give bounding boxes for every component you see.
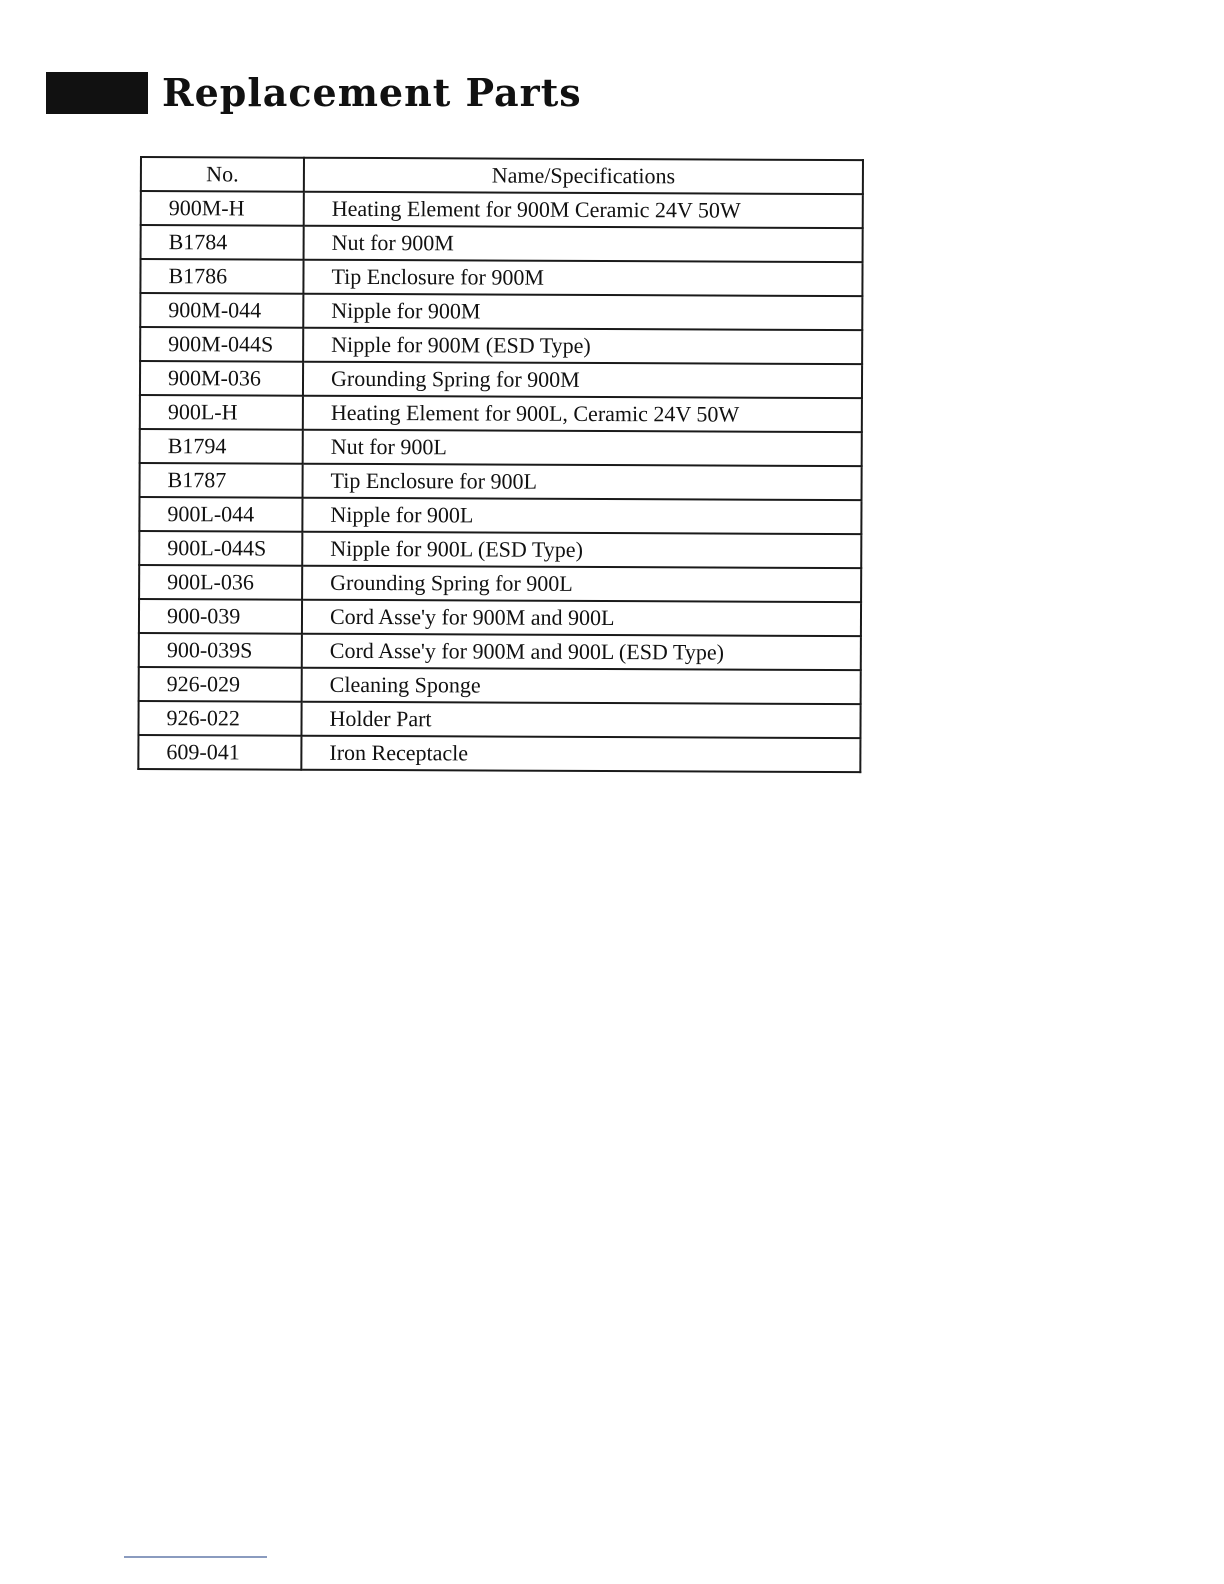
table-row bbox=[139, 599, 861, 636]
table-body bbox=[138, 191, 863, 772]
part-name-cell: Heating Element for 900M Ceramic 24V 50W bbox=[304, 192, 863, 228]
part-name-cell: Grounding Spring for 900L bbox=[302, 566, 861, 602]
part-number-cell: 900M-H bbox=[141, 191, 304, 226]
part-name-cell: Nipple for 900M (ESD Type) bbox=[303, 328, 862, 364]
table-row bbox=[139, 497, 861, 534]
table-header-row bbox=[141, 157, 863, 194]
part-name-cell: Nut for 900M bbox=[304, 226, 863, 262]
part-name-cell: Cord Asse'y for 900M and 900L (ESD Type) bbox=[302, 634, 861, 670]
part-number-cell: 900M-044S bbox=[140, 327, 303, 362]
part-name-cell: Tip Enclosure for 900L bbox=[303, 464, 862, 500]
table-row bbox=[138, 701, 860, 738]
part-number-cell: B1787 bbox=[140, 463, 303, 498]
part-number-cell: 900L-036 bbox=[139, 565, 302, 600]
table-row bbox=[140, 327, 862, 364]
part-name-cell: Holder Part bbox=[301, 702, 860, 738]
part-name-cell: Nut for 900L bbox=[303, 430, 862, 466]
part-number-cell: 900M-036 bbox=[140, 361, 303, 396]
table-row bbox=[139, 667, 861, 704]
part-number-cell: 926-029 bbox=[139, 667, 302, 702]
page-title: Replacement Parts bbox=[162, 70, 582, 115]
part-number-cell: 900M-044 bbox=[140, 293, 303, 328]
part-name-cell: Nipple for 900L (ESD Type) bbox=[302, 532, 861, 568]
column-header-no: No. bbox=[141, 157, 304, 192]
table-row bbox=[140, 293, 862, 330]
part-number-cell: 900L-044S bbox=[139, 531, 302, 566]
part-number-cell: 900-039 bbox=[139, 599, 302, 634]
table-row bbox=[139, 633, 861, 670]
part-name-cell: Nipple for 900L bbox=[302, 498, 861, 534]
table-row bbox=[140, 259, 862, 296]
part-number-cell: 926-022 bbox=[138, 701, 301, 736]
heading-black-block bbox=[46, 72, 148, 114]
part-number-cell: B1786 bbox=[140, 259, 303, 294]
part-number-cell: 900L-H bbox=[140, 395, 303, 430]
part-number-cell: 900-039S bbox=[139, 633, 302, 668]
part-name-cell: Tip Enclosure for 900M bbox=[303, 260, 862, 296]
part-name-cell: Cord Asse'y for 900M and 900L bbox=[302, 600, 861, 636]
scan-underline-mark bbox=[124, 1556, 267, 1558]
replacement-parts-table bbox=[137, 156, 864, 773]
table-row bbox=[141, 191, 863, 228]
part-number-cell: B1794 bbox=[140, 429, 303, 464]
table-row bbox=[139, 565, 861, 602]
part-name-cell: Iron Receptacle bbox=[301, 736, 860, 772]
table-row bbox=[139, 531, 861, 568]
part-name-cell: Grounding Spring for 900M bbox=[303, 362, 862, 398]
table-row bbox=[140, 463, 862, 500]
section-heading bbox=[46, 70, 582, 116]
table-row bbox=[140, 361, 862, 398]
table-row bbox=[138, 735, 860, 772]
part-name-cell: Heating Element for 900L, Ceramic 24V 50W bbox=[303, 396, 862, 432]
part-name-cell: Cleaning Sponge bbox=[302, 668, 861, 704]
part-number-cell: 900L-044 bbox=[139, 497, 302, 532]
part-number-cell: B1784 bbox=[141, 225, 304, 260]
table-row bbox=[140, 429, 862, 466]
part-name-cell: Nipple for 900M bbox=[303, 294, 862, 330]
table-row bbox=[141, 225, 863, 262]
column-header-name: Name/Specifications bbox=[304, 158, 863, 194]
part-number-cell: 609-041 bbox=[138, 735, 301, 770]
table-row bbox=[140, 395, 862, 432]
